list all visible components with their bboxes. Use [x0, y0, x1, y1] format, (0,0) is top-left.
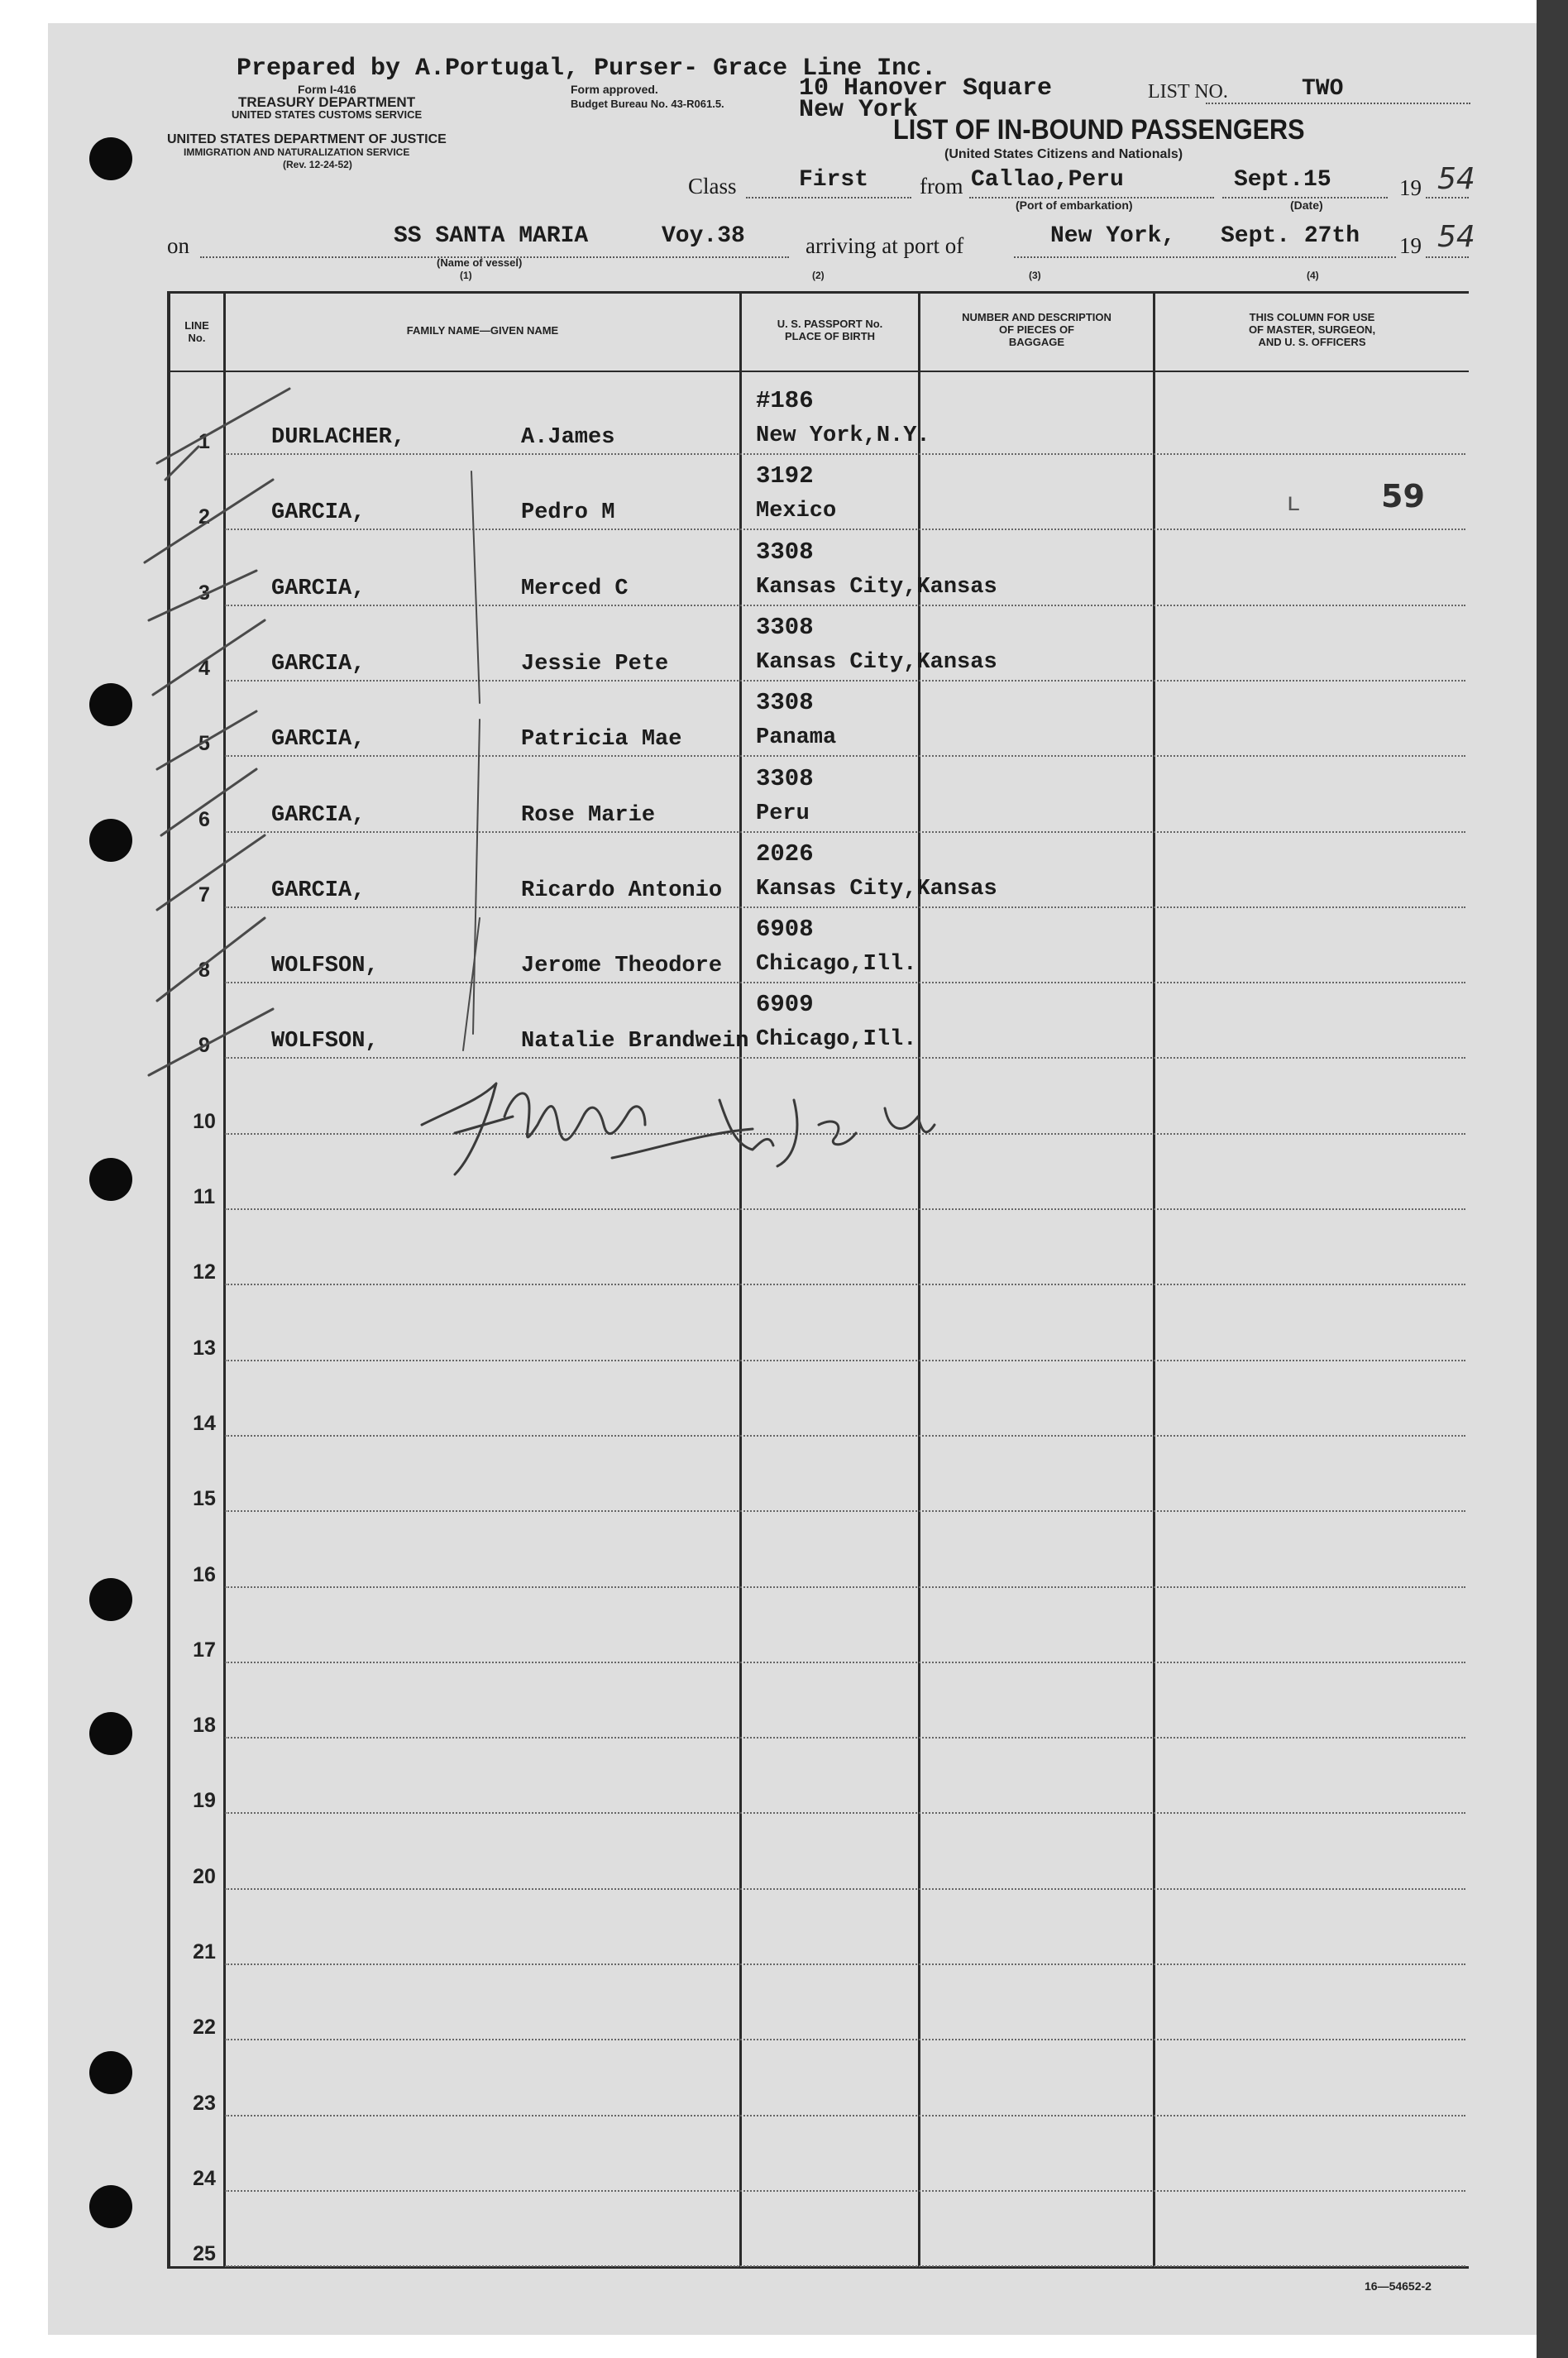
line-number: 2 [198, 505, 210, 529]
passenger-given-name: Ricardo Antonio [521, 878, 723, 903]
passenger-given-name: Jessie Pete [521, 651, 669, 677]
officer-mark-icon: ʟ [1287, 488, 1300, 517]
line-number: 20 [193, 1864, 216, 1888]
line-number: 3 [198, 581, 210, 605]
line-number: 8 [198, 959, 210, 983]
row-dotline [225, 1963, 1465, 1965]
passenger-family-name: WOLFSON, [271, 954, 379, 979]
port-embark-caption: (Port of embarkation) [1016, 198, 1133, 212]
passenger-given-name: Patricia Mae [521, 727, 682, 753]
caption-col-4: (4) [1307, 270, 1319, 281]
place-of-birth: Panama [756, 725, 837, 751]
class-value: First [799, 167, 869, 193]
place-of-birth: Kansas City,Kansas [756, 876, 997, 902]
passenger-family-name: GARCIA, [271, 802, 366, 828]
year-dotline-2 [1426, 256, 1469, 258]
place-of-birth: Chicago,Ill. [756, 1027, 917, 1053]
year-dotline-1 [1426, 197, 1469, 198]
line-number: 15 [193, 1487, 216, 1511]
row-dotline [225, 1208, 1465, 1210]
row-dotline [225, 1284, 1465, 1285]
passenger-given-name: Pedro M [521, 500, 615, 526]
binder-hole-icon [89, 1712, 132, 1755]
year-prefix-2: 19 [1399, 233, 1422, 258]
passport-number: 6909 [756, 991, 814, 1019]
line-number: 11 [193, 1185, 216, 1208]
passport-number: 3308 [756, 764, 814, 792]
passenger-given-name: Jerome Theodore [521, 954, 723, 979]
line-number: 10 [193, 1109, 216, 1133]
caption-col-1: (1) [460, 270, 472, 281]
line-number: 22 [193, 2016, 216, 2040]
table-top-border [167, 291, 1469, 294]
address-line-1: 10 Hanover Square [799, 74, 1053, 103]
prepared-by-line: Prepared by A.Portugal, Purser- Grace Line Inc. [237, 55, 937, 83]
pencil-checkmarks-icon [132, 372, 595, 1183]
place-of-birth: Kansas City,Kansas [756, 649, 997, 675]
passport-number: 3308 [756, 613, 814, 641]
header-baggage: NUMBER AND DESCRIPTION OF PIECES OF BAGGAGE [962, 311, 1111, 348]
passport-number: 3308 [756, 689, 814, 717]
line-number: 18 [193, 1714, 216, 1738]
officer-note-number: 59 [1381, 478, 1425, 514]
passport-number: #186 [756, 387, 814, 414]
line-number: 9 [198, 1034, 210, 1058]
line-number: 16 [193, 1562, 216, 1586]
place-of-birth: New York,N.Y. [756, 423, 930, 448]
treasury-department: TREASURY DEPARTMENT [238, 94, 416, 110]
line-number: 14 [193, 1411, 216, 1435]
passport-number: 6908 [756, 916, 814, 944]
embark-date-value: Sept.15 [1234, 167, 1331, 193]
binder-hole-icon [89, 1158, 132, 1201]
vessel-caption: (Name of vessel) [437, 256, 523, 269]
binder-hole-icon [89, 683, 132, 726]
header-line-no: LINE No. [184, 319, 209, 344]
line-number: 12 [193, 1260, 216, 1284]
port-embark-value: Callao,Peru [971, 167, 1124, 193]
row-dotline [225, 1812, 1465, 1814]
passenger-family-name: GARCIA, [271, 576, 366, 601]
class-label: Class [688, 174, 737, 198]
on-label: on [167, 233, 189, 258]
year-prefix-1: 19 [1399, 175, 1422, 200]
passenger-family-name: GARCIA, [271, 500, 366, 526]
arrival-date: Sept. 27th [1221, 223, 1360, 249]
from-label: from [920, 174, 963, 198]
line-number: 13 [193, 1336, 216, 1360]
document-subtitle: (United States Citizens and Nationals) [944, 147, 1183, 161]
customs-service: UNITED STATES CUSTOMS SERVICE [232, 108, 423, 121]
line-number: 24 [193, 2166, 216, 2190]
row-dotline [225, 1888, 1465, 1890]
arrival-dotline [1014, 256, 1396, 258]
document-title: LIST OF IN-BOUND PASSENGERS [893, 114, 1305, 146]
caption-col-2: (2) [812, 270, 825, 281]
row-dotline [225, 1360, 1465, 1361]
place-of-birth: Kansas City,Kansas [756, 574, 997, 600]
line-number: 23 [193, 2091, 216, 2115]
caption-col-3: (3) [1029, 270, 1041, 281]
form-code: 16—54652-2 [1365, 2279, 1432, 2293]
passenger-family-name: WOLFSON, [271, 1029, 379, 1055]
list-no-value: TWO [1302, 76, 1344, 102]
passenger-given-name: Merced C [521, 576, 629, 601]
line-number: 7 [198, 882, 210, 906]
voyage-number: Voy.38 [662, 223, 745, 249]
line-number: 1 [198, 430, 210, 453]
row-dotline [225, 1510, 1465, 1512]
place-of-birth: Peru [756, 801, 810, 826]
date-caption: (Date) [1290, 198, 1323, 212]
arrival-port: New York, [1050, 223, 1176, 249]
binder-hole-icon [89, 2185, 132, 2228]
immigration-service: IMMIGRATION AND NATURALIZATION SERVICE [184, 146, 410, 158]
line-number: 5 [198, 732, 210, 756]
row-dotline [225, 2115, 1465, 2116]
binder-hole-icon [89, 819, 132, 862]
passenger-given-name: Natalie Brandwein [521, 1029, 749, 1055]
official-signature-icon [405, 1067, 968, 1191]
list-no-dotline [1206, 103, 1470, 104]
row-dotline [225, 1737, 1465, 1739]
passenger-family-name: DURLACHER, [271, 425, 406, 450]
header-family-name: FAMILY NAME—GIVEN NAME [406, 324, 559, 337]
header-passport: U. S. PASSPORT No. PLACE OF BIRTH [777, 318, 883, 342]
line-number: 17 [193, 1638, 216, 1662]
passenger-family-name: GARCIA, [271, 878, 366, 903]
passenger-given-name: Rose Marie [521, 802, 656, 828]
column-divider-baggage [1153, 291, 1155, 2268]
revision-date: (Rev. 12-24-52) [283, 159, 352, 170]
passenger-family-name: GARCIA, [271, 651, 366, 677]
header-officers-column: THIS COLUMN FOR USE OF MASTER, SURGEON, AND U. S. OFFICERS [1248, 311, 1376, 348]
place-of-birth: Mexico [756, 499, 837, 524]
line-number: 21 [193, 1940, 216, 1963]
line-number: 19 [193, 1789, 216, 1813]
binder-hole-icon [89, 1578, 132, 1621]
column-divider-name [739, 291, 742, 2268]
passport-number: 3192 [756, 462, 814, 490]
year-suffix-2: 54 [1437, 220, 1475, 254]
year-suffix-1: 54 [1437, 162, 1475, 196]
passport-number: 2026 [756, 839, 814, 868]
binder-hole-icon [89, 137, 132, 180]
scan-edge-shadow [1537, 0, 1568, 2358]
binder-hole-icon [89, 2051, 132, 2094]
passenger-given-name: A.James [521, 425, 615, 450]
passenger-family-name: GARCIA, [271, 727, 366, 753]
row-dotline [225, 1662, 1465, 1663]
arriving-label: arriving at port of [806, 233, 964, 258]
row-dotline [225, 1586, 1465, 1588]
place-of-birth: Chicago,Ill. [756, 952, 917, 978]
row-dotline [225, 1435, 1465, 1437]
form-approved-note: Form approved. [571, 83, 658, 96]
line-number: 4 [198, 656, 210, 680]
line-number: 25 [193, 2242, 216, 2266]
passport-number: 3308 [756, 538, 814, 566]
row-dotline [225, 2265, 1465, 2267]
justice-department: UNITED STATES DEPARTMENT OF JUSTICE [167, 132, 447, 146]
form-number: Form I-416 [298, 83, 356, 96]
list-no-label: LIST NO. [1148, 81, 1228, 103]
row-dotline [225, 2039, 1465, 2040]
vessel-name: SS SANTA MARIA [394, 223, 589, 249]
row-dotline [225, 2190, 1465, 2192]
class-dotline [746, 197, 911, 198]
budget-bureau-number: Budget Bureau No. 43-R061.5. [571, 98, 724, 110]
address-line-2: New York [799, 96, 919, 124]
line-number: 6 [198, 807, 210, 831]
